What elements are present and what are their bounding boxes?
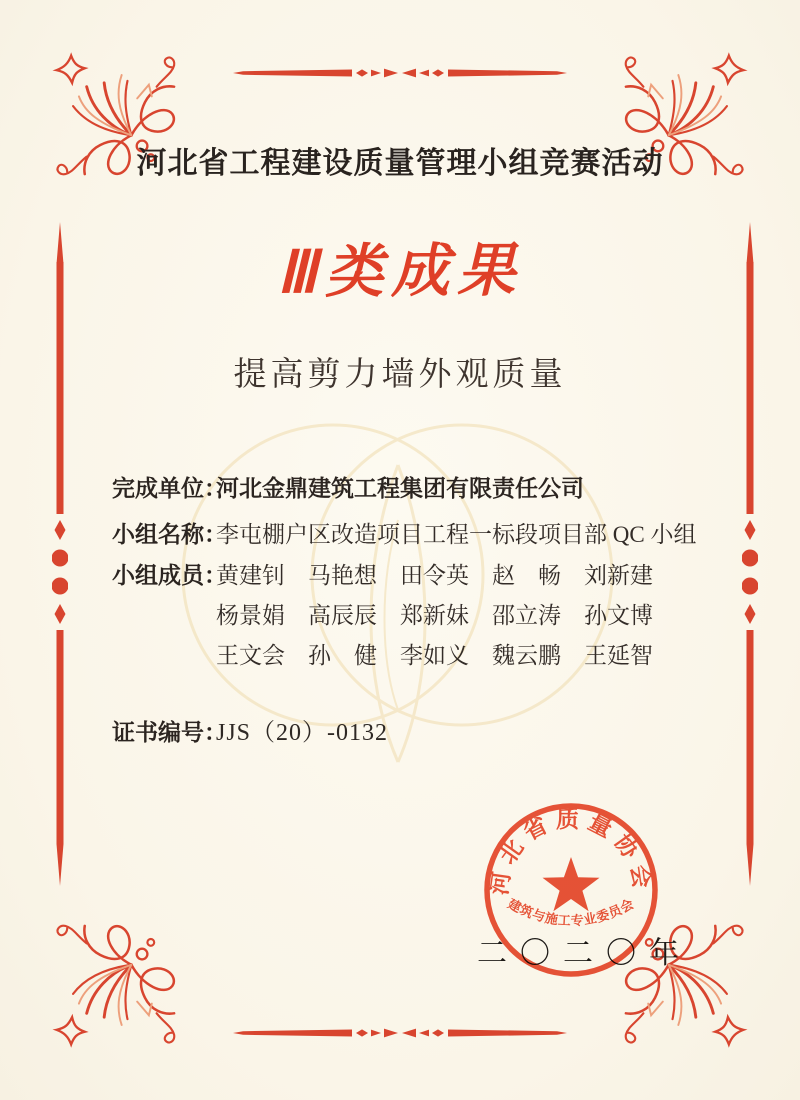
info-block [112,468,732,676]
left-border-bar-icon [52,222,68,886]
official-seal [476,795,666,985]
seal-star-icon [543,857,600,911]
seal-organization-text: 河北省质量协会 [486,806,656,897]
group-members-row [112,636,732,676]
right-border-bar-icon [742,222,758,886]
completion-unit-row [112,468,732,509]
group-name-row [112,514,732,555]
group-members-label: 小组成员： [112,562,227,588]
top-border-rule-icon [233,66,567,80]
certificate-number-row [112,712,388,747]
project-title: 提高剪力墙外观质量 [233,357,567,393]
completion-unit-label: 完成单位： [112,475,227,501]
group-members-line1: 黄建钊 马艳想 田令英 赵 畅 刘新建 [216,563,653,588]
group-members-line3: 王文会 孙 健 李如义 魏云鹏 王延智 [216,643,653,668]
corner-flourish-icon [42,922,178,1058]
group-members-line2: 杨景娟 高辰辰 郑新妹 邵立涛 孙文博 [216,603,653,628]
issue-year: 二〇二〇年 [477,937,692,970]
completion-unit-value: 河北金鼎建筑工程集团有限责任公司 [216,475,584,501]
group-name-label: 小组名称： [112,521,227,547]
certificate-number-value: JJS（20）-0132 [216,720,389,746]
group-name-value: 李屯棚户区改造项目工程一标段项目部 QC 小组 [216,522,697,547]
svg-text:建筑与施工专业委员会 [505,896,637,929]
bottom-border-rule-icon [233,1026,567,1040]
award-class-title: Ⅲ类成果 [276,237,524,306]
group-members-row [112,555,732,596]
seal-committee-text: 建筑与施工专业委员会 [505,896,637,929]
certificate-number-label: 证书编号： [112,719,227,745]
certificate-title: 河北省工程建设质量管理小组竞赛活动 [136,147,664,180]
group-members-row [112,596,732,636]
